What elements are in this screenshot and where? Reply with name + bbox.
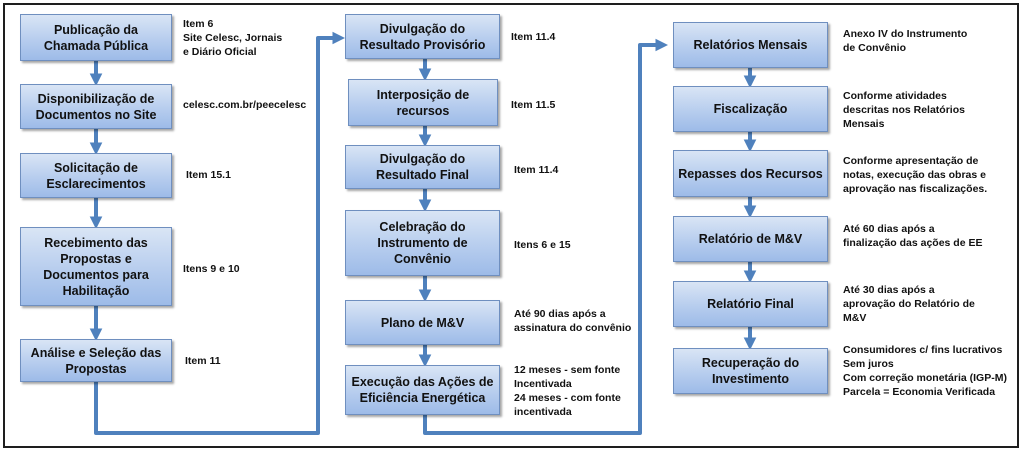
step-interposicao: Interposição de recursos [348, 79, 498, 126]
step-divulgacao-final: Divulgação do Resultado Final [345, 145, 500, 189]
step-recuperacao: Recuperação do Investimento [673, 348, 828, 394]
note-publicacao: Item 6 Site Celesc, Jornais e Diário Oficial [183, 18, 283, 58]
step-fiscalizacao: Fiscalização [673, 86, 828, 132]
note-recuperacao: Consumidores c/ fins lucrativos Sem juros Com correção monetária (IGP-M) Parcela = Economia Verificada [843, 344, 1007, 398]
note-celebracao: Itens 6 e 15 [514, 239, 571, 251]
note-divulgacao-final: Item 11.4 [514, 164, 559, 176]
note-solicitacao: Item 15.1 [186, 169, 231, 181]
step-relatorio-final: Relatório Final [673, 281, 828, 327]
note-relatorio-mv: Até 60 dias após a finalização das ações de EE [843, 223, 983, 249]
step-solicitacao: Solicitação de Esclarecimentos [20, 153, 172, 198]
step-relatorios-mensais: Relatórios Mensais [673, 22, 828, 68]
note-repasses: Conforme apresentação de notas, execução das obras e aprovação nas fiscalizações. [843, 155, 988, 195]
step-execucao: Execução das Ações de Eficiência Energética [345, 365, 500, 415]
note-divulgacao-provisorio: Item 11.4 [511, 31, 556, 43]
step-recebimento: Recebimento das Propostas e Documentos para Habilitação [20, 227, 172, 306]
note-analise: Item 11 [185, 355, 221, 367]
note-recebimento: Itens 9 e 10 [183, 263, 240, 275]
step-disponibilizacao: Disponibilização de Documentos no Site [20, 84, 172, 129]
note-relatorio-final: Até 30 dias após a aprovação do Relatório de M&V [843, 284, 975, 324]
step-publicacao: Publicação da Chamada Pública [20, 14, 172, 61]
note-fiscalizacao: Conforme atividades descritas nos Relatórios Mensais [843, 90, 965, 130]
note-plano-mv: Até 90 dias após a assinatura do convênio [514, 308, 632, 334]
step-relatorio-mv: Relatório de M&V [673, 216, 828, 262]
note-disponibilizacao: celesc.com.br/peecelesc [183, 99, 307, 111]
step-repasses: Repasses dos Recursos [673, 150, 828, 197]
step-plano-mv: Plano de M&V [345, 300, 500, 345]
note-execucao: 12 meses - sem fonte Incentivada 24 meses - com fonte incentivada [514, 364, 621, 418]
note-relatorios-mensais: Anexo IV do Instrumento de Convênio [843, 28, 968, 54]
step-analise: Análise e Seleção das Propostas [20, 339, 172, 382]
note-interposicao: Item 11.5 [511, 99, 556, 111]
step-celebracao: Celebração do Instrumento de Convênio [345, 210, 500, 276]
step-divulgacao-provisorio: Divulgação do Resultado Provisório [345, 14, 500, 59]
